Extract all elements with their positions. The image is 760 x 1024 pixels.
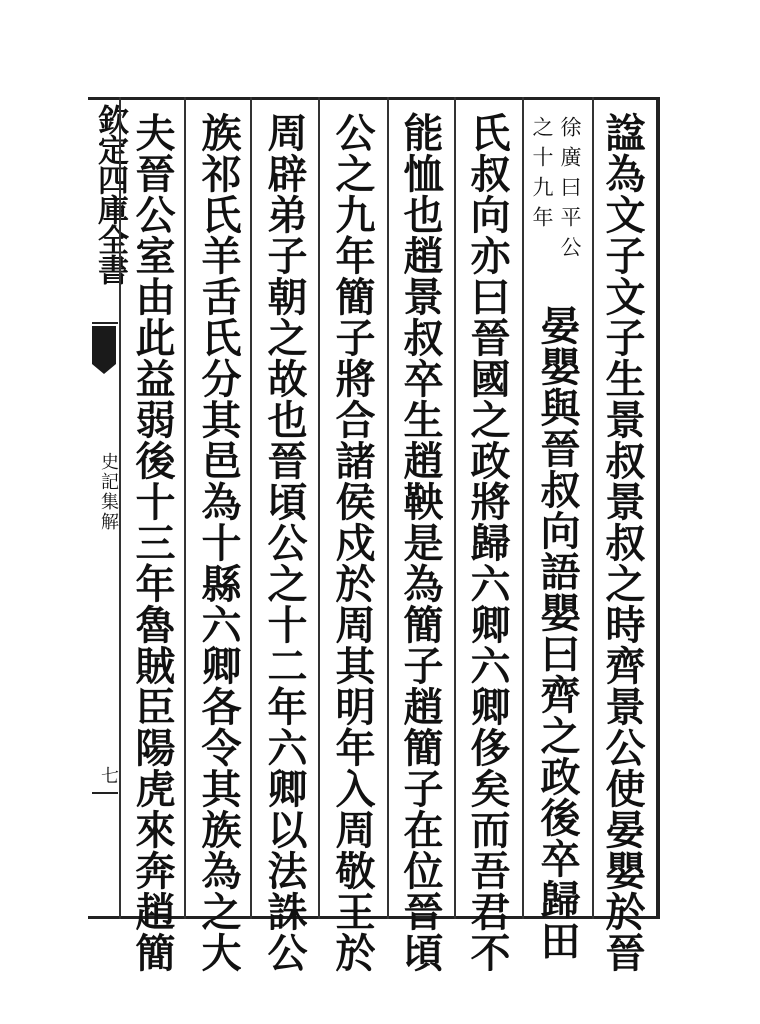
gutter-page-number: 七 [98, 766, 119, 784]
column-rule [387, 97, 389, 919]
text-column-3: 氏叔向亦曰晉國之政將歸六卿六卿侈矣而吾君不 [464, 112, 511, 973]
column-rule [184, 97, 186, 919]
text-column-8: 夫晉公室由此益弱後十三年魯賊臣陽虎來奔趙簡 [129, 112, 176, 973]
text-column-2: 晏嬰與晉叔向語嬰曰齊之政後卒歸田 [534, 305, 581, 961]
text-column-7: 族祁氏羊舌氏分其邑為十縣六卿各令其族為之大 [195, 112, 242, 973]
column-rule [454, 97, 456, 919]
column-rule [522, 97, 524, 919]
annotation-line-2: 之十九年 [530, 116, 554, 236]
annotation-line-1: 徐廣曰平公 [558, 116, 582, 266]
column-rule [592, 97, 594, 919]
gutter-book-title: 史記集解 [98, 452, 119, 532]
text-column-6: 周辟弟子朝之故也晉頃公之十二年六卿以法誅公 [261, 112, 308, 973]
text-column-4: 能恤也趙景叔卒生趙鞅是為簡子趙簡子在位晉頃 [397, 112, 444, 973]
column-rule [119, 97, 121, 919]
text-column-5: 公之九年簡子將合諸侯戍於周其明年入周敬王於 [329, 112, 376, 973]
column-rule [318, 97, 320, 919]
column-rule [250, 97, 252, 919]
text-column-1: 諡為文子文子生景叔景叔之時齊景公使晏嬰於晉 [599, 112, 646, 973]
gutter-title: 欽定四庫全書 [92, 104, 128, 284]
